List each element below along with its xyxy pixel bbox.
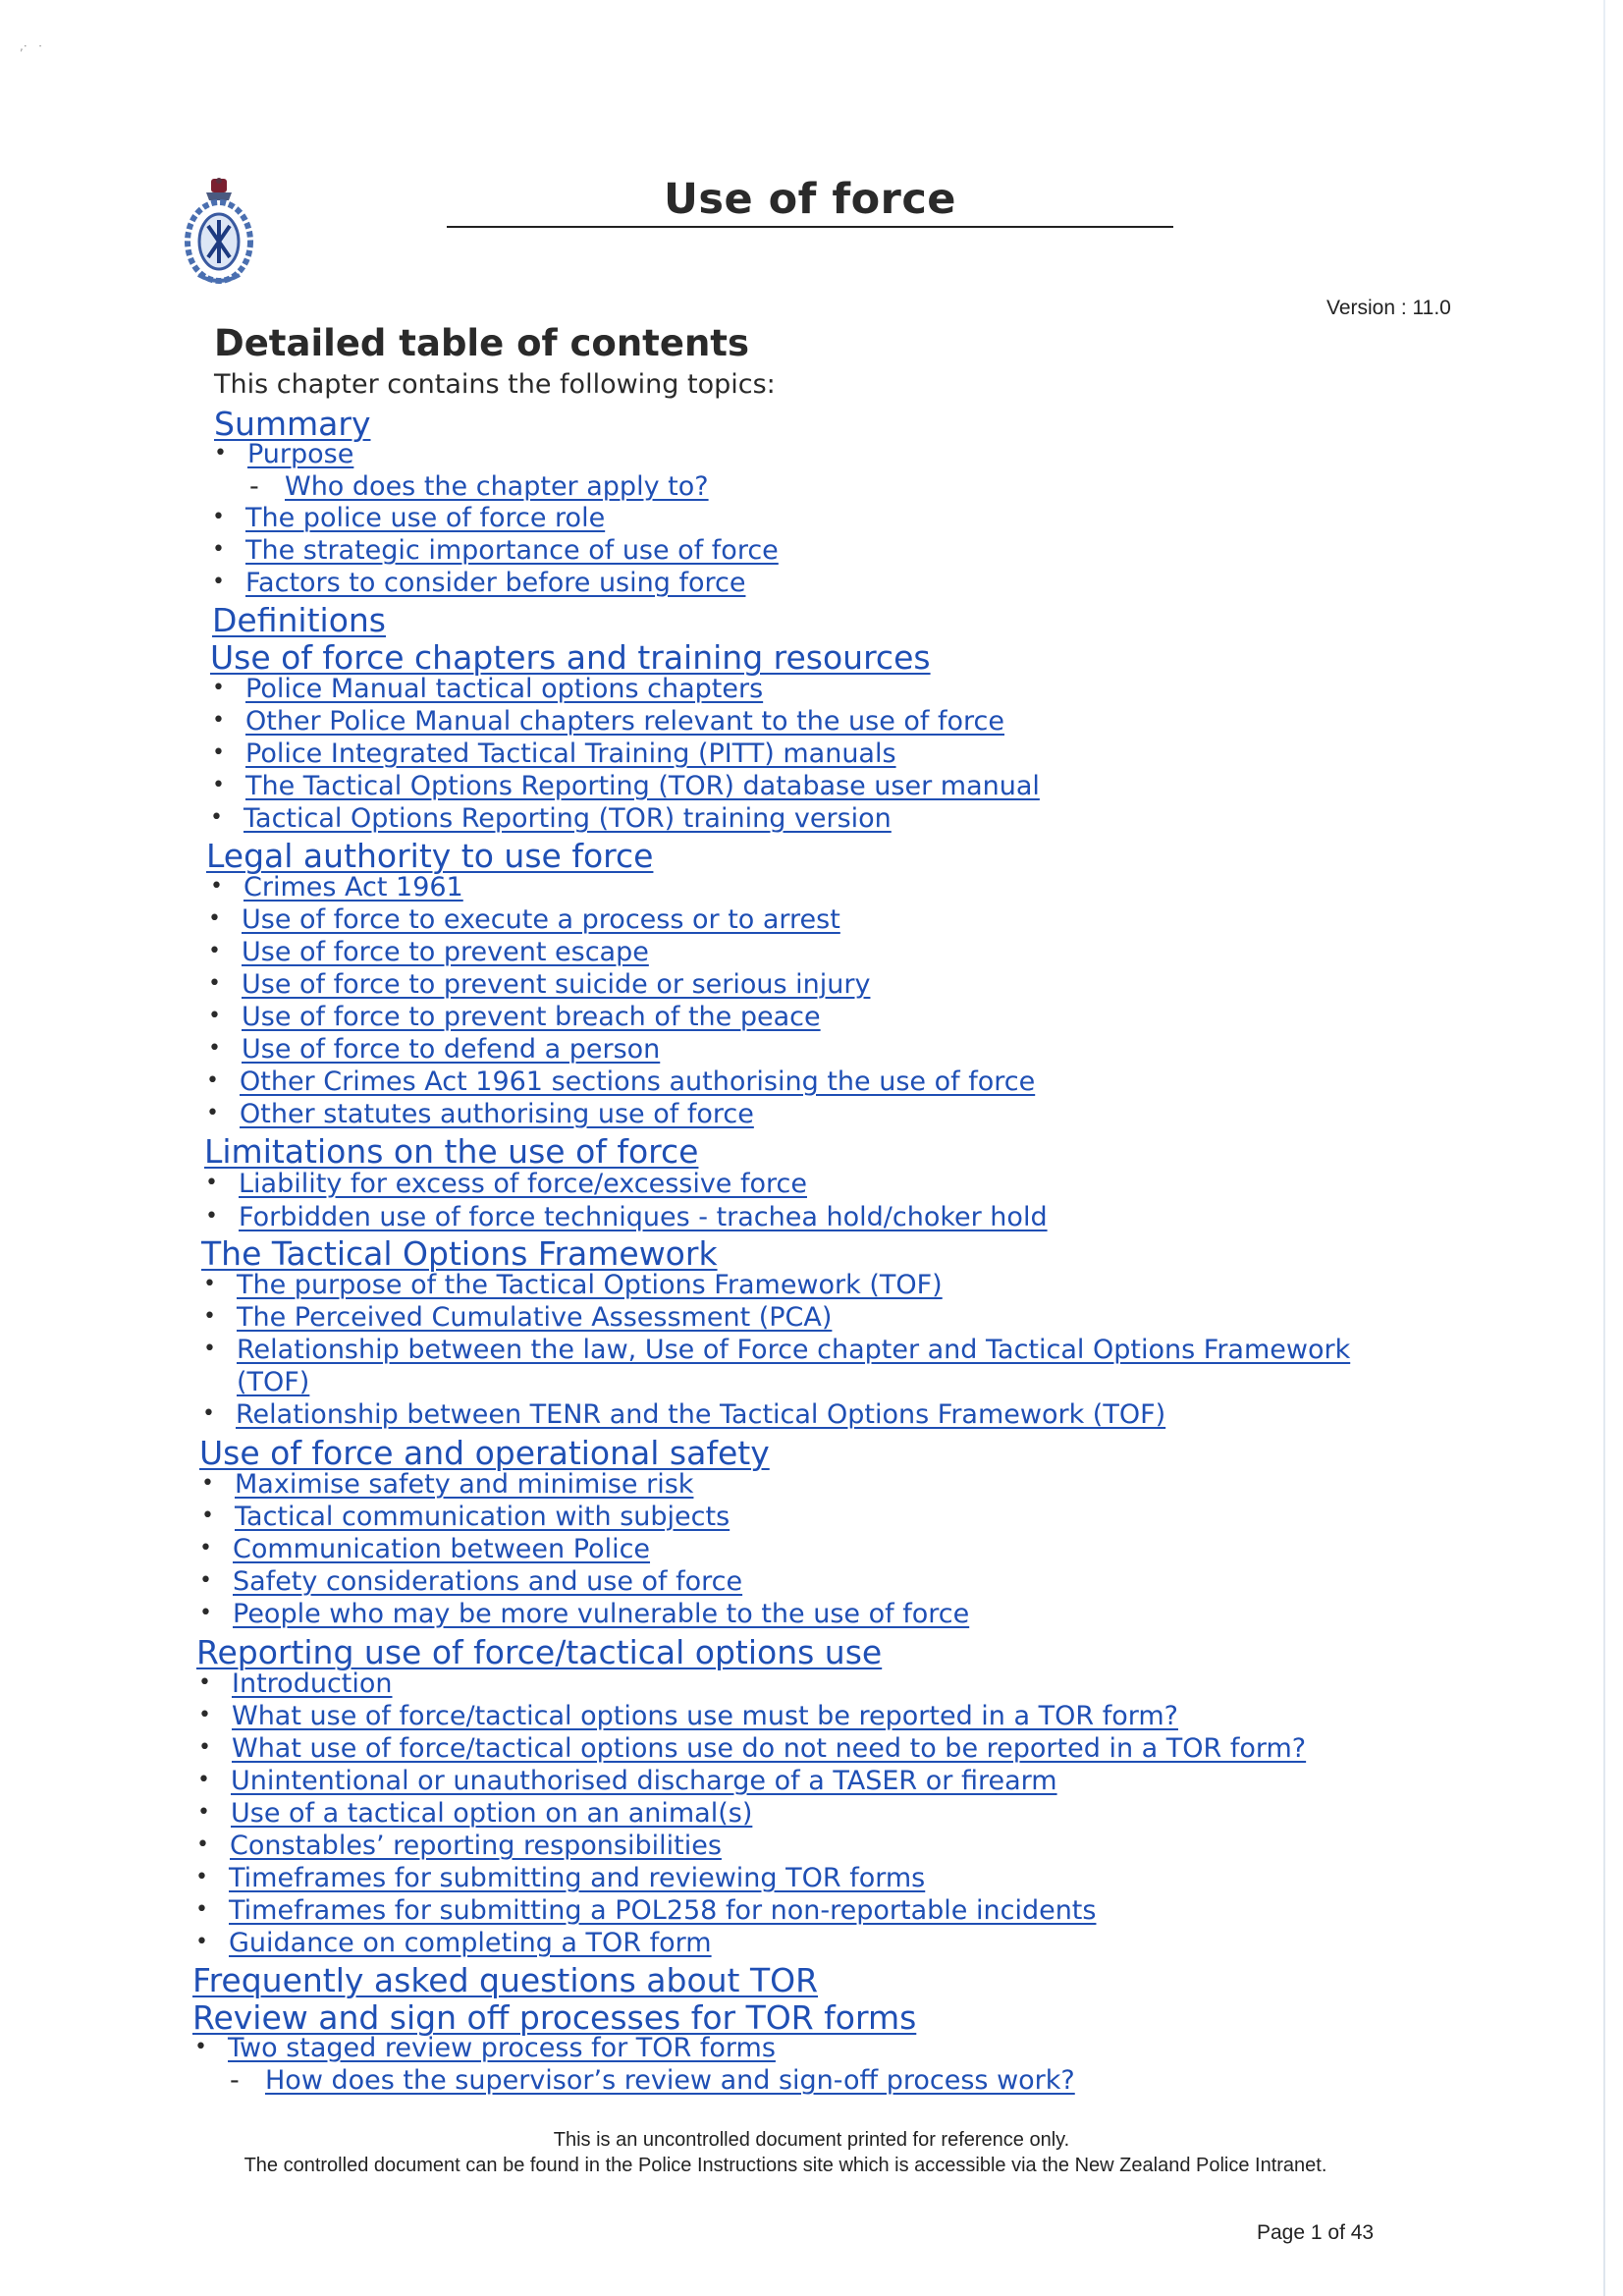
toc-link[interactable]: Constables’ reporting responsibilities	[230, 1831, 722, 1861]
toc-link[interactable]: The Perceived Cumulative Assessment (PCA)	[237, 1302, 833, 1333]
toc-link[interactable]: Summary	[214, 405, 371, 443]
toc-link[interactable]: What use of force/tactical options use do not need to be reported in a TOR form?	[232, 1733, 1307, 1764]
toc-link[interactable]: Definitions	[212, 601, 386, 639]
toc-link[interactable]: Guidance on completing a TOR form	[229, 1928, 712, 1958]
toc-entry-level-2	[242, 937, 649, 967]
scan-specks: ,· ·	[20, 39, 42, 53]
bullet-icon: •	[198, 1703, 211, 1727]
toc-link[interactable]: Use of force to prevent suicide or serious injury	[242, 969, 871, 1000]
bullet-icon: •	[197, 1800, 210, 1825]
toc-entry-level-2	[232, 1733, 1306, 1764]
toc-entry-level-2	[232, 1701, 1178, 1731]
toc-entry-level-1	[196, 1633, 882, 1671]
toc-entry-level-2	[231, 1798, 752, 1829]
bullet-icon: •	[212, 570, 225, 594]
bullet-icon: •	[203, 1304, 216, 1329]
bullet-icon: •	[205, 1204, 218, 1229]
toc-entry-level-2	[245, 771, 1040, 801]
toc-link[interactable]: Frequently asked questions about TOR	[192, 1961, 819, 1999]
bullet-icon: •	[212, 773, 225, 797]
bullet-icon: •	[208, 906, 221, 931]
toc-link[interactable]: Maximise safety and minimise risk	[235, 1469, 694, 1500]
toc-link[interactable]: Use of a tactical option on an animal(s)	[231, 1798, 753, 1829]
toc-entry-level-2	[229, 1863, 925, 1893]
bullet-icon: •	[195, 1865, 208, 1889]
toc-entry-level-2	[232, 1668, 393, 1699]
bullet-icon: •	[208, 971, 221, 996]
toc-entry-level-2	[233, 1566, 742, 1597]
toc-link[interactable]: Legal authority to use force	[206, 837, 654, 875]
toc-entry-level-3	[265, 2065, 1075, 2096]
toc-entry-level-2	[242, 1034, 660, 1065]
toc-entry-level-2	[229, 1895, 1096, 1926]
toc-link[interactable]: (TOF)	[237, 1367, 310, 1397]
toc-entry-level-2	[239, 1202, 1048, 1232]
toc-link[interactable]: Use of force to defend a person	[242, 1034, 661, 1065]
toc-link[interactable]: Tactical Options Reporting (TOR) training version	[243, 803, 892, 834]
toc-entry-level-2	[231, 1766, 1057, 1796]
page-title: Use of force	[664, 175, 956, 224]
toc-entry-level-3	[285, 471, 709, 502]
toc-link[interactable]: Crimes Act 1961	[243, 872, 463, 902]
toc-link[interactable]: The Tactical Options Reporting (TOR) database user manual	[245, 771, 1040, 801]
toc-link[interactable]: Who does the chapter apply to?	[285, 471, 709, 502]
toc-entry-level-2	[245, 503, 605, 533]
toc-entry-level-1	[192, 1998, 916, 2037]
toc-entry-level-2	[245, 674, 763, 704]
toc-entry-level-0	[237, 1367, 309, 1397]
toc-link[interactable]: Other Police Manual chapters relevant to the use of force	[245, 706, 1004, 737]
toc-link[interactable]: Other Crimes Act 1961 sections authorising the use of force	[240, 1066, 1036, 1097]
toc-link[interactable]: The police use of force role	[245, 503, 606, 533]
bullet-icon: •	[197, 1768, 210, 1792]
toc-entry-level-2	[233, 1599, 969, 1629]
bullet-icon: •	[208, 939, 221, 963]
toc-entry-level-2	[237, 1270, 943, 1300]
toc-entry-level-2	[247, 439, 353, 469]
toc-link[interactable]: Use of force and operational safety	[199, 1434, 770, 1472]
toc-link[interactable]: How does the supervisor’s review and sign-off process work?	[265, 2065, 1075, 2096]
toc-link[interactable]: Purpose	[247, 439, 354, 469]
toc-link[interactable]: Use of force to prevent breach of the peace	[242, 1002, 821, 1032]
toc-entry-level-2	[245, 568, 745, 598]
toc-link[interactable]: Reporting use of force/tactical options use	[196, 1633, 883, 1671]
toc-link[interactable]: Safety considerations and use of force	[233, 1566, 743, 1597]
toc-link[interactable]: The purpose of the Tactical Options Framework (TOF)	[237, 1270, 943, 1300]
toc-entry-level-2	[228, 2033, 776, 2063]
toc-entry-level-1	[212, 601, 386, 639]
toc-link[interactable]: The strategic importance of use of force	[245, 535, 779, 566]
toc-entry-level-2	[245, 535, 779, 566]
bullet-icon: •	[203, 1272, 216, 1296]
toc-link[interactable]: Timeframes for submitting and reviewing TOR forms	[229, 1863, 926, 1893]
bullet-icon: •	[203, 1337, 216, 1361]
toc-link[interactable]: Introduction	[232, 1668, 393, 1699]
toc-entry-level-2	[236, 1399, 1165, 1430]
bullet-icon: •	[205, 1171, 218, 1195]
toc-entry-level-2	[233, 1534, 650, 1564]
toc-entry-level-2	[229, 1928, 712, 1958]
toc-link[interactable]: Review and sign off processes for TOR forms	[192, 1998, 917, 2037]
version-label: Version : 11.0	[1326, 297, 1451, 319]
toc-link[interactable]: Communication between Police	[233, 1534, 651, 1564]
toc-entry-level-1	[201, 1234, 718, 1273]
bullet-icon: •	[201, 1471, 214, 1496]
toc-link[interactable]: Limitations on the use of force	[204, 1132, 699, 1171]
toc-entry-level-2	[230, 1831, 722, 1861]
toc-entry-level-2	[235, 1502, 730, 1532]
toc-entry-level-1	[204, 1132, 698, 1171]
toc-entry-level-2	[240, 1099, 754, 1129]
toc-entry-level-2	[242, 904, 840, 935]
bullet-icon: •	[198, 1670, 211, 1695]
page-number: Page 1 of 43	[1257, 2221, 1375, 2244]
toc-entry-level-2	[243, 872, 463, 902]
toc-entry-level-1	[206, 837, 653, 875]
toc-entry-level-2	[237, 1302, 832, 1333]
toc-link[interactable]: Factors to consider before using force	[245, 568, 746, 598]
bullet-icon: •	[212, 708, 225, 733]
bullet-icon: •	[195, 1930, 208, 1954]
toc-link[interactable]: Tactical communication with subjects	[235, 1502, 730, 1532]
toc-entry-level-2	[245, 738, 896, 769]
bullet-icon: •	[208, 1004, 221, 1028]
toc-link[interactable]: Timeframes for submitting a POL258 for non-reportable incidents	[229, 1895, 1097, 1926]
bullet-icon: •	[206, 1101, 219, 1125]
toc-link[interactable]: Relationship between the law, Use of Force chapter and Tactical Options Framework	[237, 1335, 1351, 1365]
dash-icon: -	[230, 2065, 240, 2096]
bullet-icon: •	[195, 1897, 208, 1922]
footer-controlled-note: The controlled document can be found in the Police Instructions site which is accessible via the New Zealand Police Intranet.	[243, 2155, 1327, 2176]
toc-link[interactable]: Forbidden use of force techniques - trachea hold/choker hold	[239, 1202, 1048, 1232]
bullet-icon: •	[210, 874, 223, 899]
toc-intro: This chapter contains the following topics:	[214, 369, 776, 400]
toc-heading: Detailed table of contents	[214, 322, 750, 364]
toc-entry-level-1	[199, 1434, 770, 1472]
toc-link[interactable]: Police Manual tactical options chapters	[245, 674, 764, 704]
toc-entry-level-2	[240, 1066, 1035, 1097]
bullet-icon: •	[212, 740, 225, 765]
toc-link[interactable]: Other statutes authorising use of force	[240, 1099, 754, 1129]
bullet-icon: •	[201, 1503, 214, 1528]
toc-entry-level-2	[242, 1002, 821, 1032]
toc-link[interactable]: Liability for excess of force/excessive force	[239, 1169, 807, 1199]
bullet-icon: •	[199, 1568, 212, 1593]
toc-link[interactable]: Relationship between TENR and the Tactical Options Framework (TOF)	[236, 1399, 1166, 1430]
bullet-icon: •	[214, 441, 227, 465]
bullet-icon: •	[198, 1735, 211, 1760]
toc-link[interactable]: What use of force/tactical options use must be reported in a TOR form?	[232, 1701, 1178, 1731]
footer-disclaimer: This is an uncontrolled document printed for reference only.	[553, 2129, 1070, 2151]
toc-link[interactable]: The Tactical Options Framework	[201, 1234, 718, 1273]
toc-entry-level-2	[242, 969, 870, 1000]
toc-entry-level-1	[210, 638, 931, 677]
bullet-icon: •	[210, 805, 223, 830]
bullet-icon: •	[206, 1068, 219, 1093]
bullet-icon: •	[194, 2035, 207, 2059]
bullet-icon: •	[199, 1536, 212, 1560]
toc-link[interactable]: Police Integrated Tactical Training (PITT) manuals	[245, 738, 896, 769]
bullet-icon: •	[196, 1832, 209, 1857]
toc-entry-level-2	[243, 803, 892, 834]
bullet-icon: •	[202, 1401, 215, 1426]
bullet-icon: •	[212, 537, 225, 562]
bullet-icon: •	[212, 505, 225, 529]
toc-entry-level-2	[245, 706, 1004, 737]
bullet-icon: •	[208, 1036, 221, 1061]
toc-entry-level-2	[237, 1335, 1350, 1365]
dash-icon: -	[249, 471, 259, 502]
toc-entry-level-2	[235, 1469, 693, 1500]
toc-link[interactable]: Two staged review process for TOR forms	[228, 2033, 776, 2063]
toc-link[interactable]: Use of force to prevent escape	[242, 937, 649, 967]
toc-entry-level-1	[192, 1961, 818, 1999]
toc-link[interactable]: Use of force chapters and training resources	[210, 638, 931, 677]
toc-link[interactable]: Use of force to execute a process or to arrest	[242, 904, 840, 935]
toc-entry-level-2	[239, 1169, 807, 1199]
toc-entry-level-1	[214, 405, 370, 443]
bullet-icon: •	[199, 1601, 212, 1625]
bullet-icon: •	[212, 676, 225, 700]
toc-link[interactable]: Unintentional or unauthorised discharge of a TASER or firearm	[231, 1766, 1057, 1796]
toc-link[interactable]: People who may be more vulnerable to the use of force	[233, 1599, 970, 1629]
